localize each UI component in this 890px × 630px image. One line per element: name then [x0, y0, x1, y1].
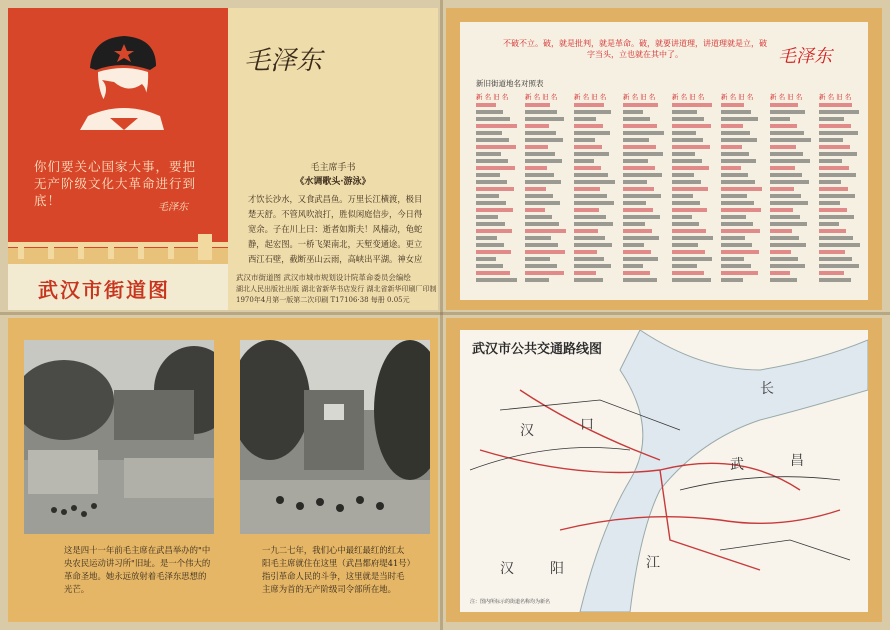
- place-label-jiang: 江: [646, 555, 660, 571]
- bridge-illustration: [8, 228, 228, 264]
- index-entry: [476, 131, 502, 135]
- index-entry: [770, 278, 797, 282]
- fold-line-horizontal: [0, 312, 890, 315]
- index-entry: [672, 222, 699, 226]
- index-entry: [476, 278, 517, 282]
- index-entry: [525, 243, 558, 247]
- index-entry: [476, 243, 504, 247]
- index-entry: [476, 152, 501, 156]
- index-entry: [476, 138, 509, 142]
- index-entry: [525, 117, 564, 121]
- index-entry: [672, 110, 697, 114]
- index-entry: [819, 138, 843, 142]
- index-entry: [672, 180, 701, 184]
- index-entry: [672, 103, 712, 107]
- index-heading: 新旧街道地名对照表: [476, 79, 544, 88]
- index-entry: [819, 124, 851, 128]
- index-entry: [623, 278, 657, 282]
- index-entry: [525, 215, 552, 219]
- index-entry: [476, 103, 496, 107]
- index-entry: [574, 236, 605, 240]
- index-entry: [770, 173, 802, 177]
- index-quote: 不破不立。破，就是批判，就是革命。破，就要讲道理，讲道理就是立，破字当头，立也就在其中了。: [503, 39, 767, 59]
- index-entry: [819, 103, 852, 107]
- index-entry: [623, 159, 648, 163]
- index-entry: [623, 250, 651, 254]
- index-entry: [721, 187, 762, 191]
- fold-line-vertical: [440, 0, 443, 630]
- index-entry: [476, 166, 515, 170]
- map-footnote: 注：图内所标示的街道名称均为新名: [470, 599, 551, 605]
- index-entry: [819, 173, 856, 177]
- index-entry: [525, 159, 562, 163]
- index-entry: [525, 257, 550, 261]
- slogan-signature: 毛泽东: [158, 202, 188, 213]
- index-entry: [770, 229, 792, 233]
- index-entry: [574, 180, 615, 184]
- index-entry: [623, 138, 649, 142]
- index-entry: [770, 208, 793, 212]
- index-entry: [574, 110, 611, 114]
- index-entry: [672, 145, 710, 149]
- index-entry: [819, 271, 844, 275]
- index-entry: [770, 131, 804, 135]
- index-entry: [476, 145, 516, 149]
- place-label-kou: 口: [580, 417, 594, 433]
- index-entry: [574, 103, 604, 107]
- index-entry: [525, 278, 549, 282]
- place-label-yang: 阳: [550, 561, 564, 577]
- index-entry: [672, 264, 697, 268]
- publisher-info: [228, 264, 438, 310]
- index-entry: [476, 271, 510, 275]
- index-entry: [476, 110, 503, 114]
- index-entry: [770, 236, 799, 240]
- index-column-header: 新 名 旧 名: [476, 93, 509, 101]
- place-label-wu: 武: [730, 457, 744, 473]
- index-entry: [623, 194, 661, 198]
- cover-title-band: [8, 264, 228, 310]
- index-entry: [672, 166, 709, 170]
- photo-caption-2: 一九二七年，我们心中最红最红的红太阳毛主席就住在这里（武昌都府堤41号）指引革命人民的斗争，这里就是当时毛主席为首的无产阶级司令部所在地。: [262, 545, 411, 594]
- index-entry: [819, 264, 859, 268]
- index-entry: [672, 229, 706, 233]
- index-entry: [672, 215, 692, 219]
- publisher-line-2: 湖北人民出版社出版 湖北省新华书店发行 湖北省新华印刷厂印制: [236, 285, 436, 293]
- place-label-han-2: 汉: [500, 561, 514, 577]
- index-entry: [819, 159, 842, 163]
- index-entry: [819, 229, 846, 233]
- index-entry: [623, 145, 656, 149]
- transit-map-drawing: [460, 330, 868, 612]
- index-entry: [476, 222, 505, 226]
- index-entry: [770, 180, 809, 184]
- index-entry: [819, 187, 848, 191]
- index-entry: [623, 271, 650, 275]
- index-entry: [574, 117, 596, 121]
- index-entry: [770, 215, 800, 219]
- index-entry: [770, 145, 796, 149]
- index-entry: [476, 187, 514, 191]
- index-entry: [819, 117, 844, 121]
- index-entry: [672, 208, 707, 212]
- index-entry: [721, 110, 751, 114]
- index-entry: [525, 131, 556, 135]
- index-entry: [574, 264, 611, 268]
- index-entry: [770, 250, 791, 254]
- index-entry: [721, 208, 761, 212]
- index-entry: [623, 257, 658, 261]
- index-entry: [770, 257, 798, 261]
- street-index-sheet: [460, 22, 868, 300]
- index-entry: [819, 236, 853, 240]
- index-entry: [525, 152, 555, 156]
- index-column: [525, 92, 571, 285]
- index-entry: [525, 103, 550, 107]
- index-entry: [721, 243, 752, 247]
- cover-panel: [8, 8, 228, 264]
- index-entry: [476, 173, 500, 177]
- index-entry: [623, 264, 643, 268]
- index-entry: [574, 278, 603, 282]
- index-entry: [476, 117, 510, 121]
- index-entry: [623, 110, 643, 114]
- index-column-header: 新 名 旧 名: [721, 93, 754, 101]
- index-entry: [721, 103, 744, 107]
- index-column: [721, 92, 767, 285]
- index-entry: [721, 215, 746, 219]
- index-entry: [525, 250, 565, 254]
- index-entry: [721, 173, 748, 177]
- index-entry: [623, 166, 655, 170]
- index-entry: [770, 124, 797, 128]
- index-entry: [721, 131, 750, 135]
- index-entry: [770, 117, 790, 121]
- index-entry: [623, 208, 653, 212]
- photo-peasant-institute: [24, 340, 214, 534]
- index-entry: [623, 229, 652, 233]
- photo-panel: [8, 318, 438, 622]
- index-entry: [770, 110, 805, 114]
- index-entry: [819, 222, 839, 226]
- index-entry: [770, 138, 811, 142]
- index-entry: [574, 159, 594, 163]
- poem-title: 《水调歌头·游泳》: [295, 177, 371, 187]
- index-entry: [819, 201, 840, 205]
- index-entry: [721, 124, 743, 128]
- poem-text: 才饮长沙水，又食武昌鱼。万里长江横渡，极目楚天舒。不管风吹浪打，胜似闲庭信步，今日得宽余。子在川上曰：逝者如斯夫！风樯动，龟蛇静，起宏图。一桥飞架南北，天堑变通途。更立西江石壁，截断巫山云雨，高峡出平湖。神女应: [248, 194, 423, 264]
- index-entry: [819, 257, 852, 261]
- index-column: [574, 92, 620, 285]
- index-entry: [819, 110, 859, 114]
- index-column-header: 新 名 旧 名: [672, 93, 705, 101]
- index-entry: [721, 145, 742, 149]
- index-entry: [770, 243, 806, 247]
- index-entry: [770, 271, 790, 275]
- index-entry: [721, 236, 745, 240]
- index-entry: [672, 201, 700, 205]
- index-entry: [721, 117, 758, 121]
- index-entry: [525, 173, 554, 177]
- photo-caption-1: 这是四十一年前毛主席在武昌举办的"中央农民运动讲习所"旧址。是一个伟大的革命圣地。她永远放射着毛泽东思想的光芒。: [64, 545, 211, 594]
- photo-headquarters: [240, 340, 430, 534]
- index-entry: [574, 131, 610, 135]
- index-entry: [672, 278, 711, 282]
- index-entry: [721, 257, 744, 261]
- index-column: [770, 92, 816, 285]
- index-entry: [476, 215, 498, 219]
- index-entry: [672, 159, 702, 163]
- index-entry: [819, 131, 858, 135]
- index-entry: [525, 229, 566, 233]
- index-entry: [623, 124, 657, 128]
- index-column: [672, 92, 718, 285]
- index-entry: [819, 166, 849, 170]
- index-entry: [574, 201, 614, 205]
- cover-map-title: 武汉市街道图: [38, 278, 170, 302]
- index-entry: [623, 117, 650, 121]
- index-entry: [672, 187, 708, 191]
- poem-panel: [228, 8, 438, 264]
- index-entry: [574, 152, 609, 156]
- index-entry: [623, 152, 663, 156]
- index-entry: [623, 131, 664, 135]
- index-entry: [476, 159, 508, 163]
- index-entry: [623, 180, 647, 184]
- index-entry: [770, 166, 795, 170]
- index-entry: [476, 236, 497, 240]
- index-entry: [525, 201, 560, 205]
- index-entry: [721, 194, 747, 198]
- index-entry: [819, 194, 855, 198]
- index-entry: [476, 194, 499, 198]
- index-entry: [770, 201, 808, 205]
- index-entry: [574, 229, 598, 233]
- index-entry: [476, 208, 513, 212]
- index-entry: [672, 236, 713, 240]
- index-entry: [574, 187, 600, 191]
- index-entry: [672, 131, 696, 135]
- index-entry: [721, 138, 757, 142]
- index-entry: [574, 194, 607, 198]
- index-entry: [574, 215, 606, 219]
- index-entry: [623, 201, 646, 205]
- index-entry: [476, 124, 517, 128]
- index-entry: [574, 271, 596, 275]
- index-entry: [476, 229, 512, 233]
- index-entry: [525, 166, 547, 170]
- calligraphy: 毛泽东: [244, 46, 323, 76]
- index-entry: [574, 257, 604, 261]
- index-entry: [672, 117, 704, 121]
- index-entry: [623, 215, 660, 219]
- index-entry: [574, 138, 595, 142]
- index-entry: [525, 271, 564, 275]
- transit-map: [460, 330, 868, 612]
- index-entry: [525, 124, 549, 128]
- index-entry: [476, 250, 511, 254]
- street-index-panel: [446, 8, 882, 310]
- index-entry: [721, 152, 749, 156]
- index-entry: [623, 103, 658, 107]
- index-entry: [672, 152, 695, 156]
- index-entry: [672, 250, 705, 254]
- index-entry: [770, 194, 801, 198]
- index-column: [476, 92, 522, 285]
- index-entry: [623, 243, 644, 247]
- index-entry: [623, 173, 662, 177]
- index-entry: [672, 194, 693, 198]
- index-entry: [623, 222, 645, 226]
- index-entry: [476, 201, 506, 205]
- index-entry: [574, 145, 602, 149]
- index-entry: [574, 243, 612, 247]
- index-entry: [819, 250, 845, 254]
- index-entry: [574, 208, 599, 212]
- index-entry: [819, 278, 851, 282]
- index-entry: [721, 159, 756, 163]
- index-entry: [721, 180, 755, 184]
- index-column-header: 新 名 旧 名: [770, 93, 803, 101]
- index-entry: [672, 124, 711, 128]
- index-entry: [721, 229, 760, 233]
- index-entry: [770, 222, 807, 226]
- index-entry: [525, 236, 551, 240]
- index-entry: [819, 180, 841, 184]
- index-signature: 毛泽东: [778, 46, 832, 67]
- index-entry: [721, 166, 741, 170]
- publisher-line-1: 武汉市街道图 武汉市城市规划设计院革命委员会编绘: [236, 273, 411, 282]
- index-column-header: 新 名 旧 名: [525, 93, 558, 101]
- portrait-icon: [80, 30, 164, 130]
- index-entry: [525, 145, 548, 149]
- index-entry: [672, 173, 694, 177]
- index-entry: [672, 243, 698, 247]
- index-entry: [672, 271, 704, 275]
- index-column: [623, 92, 669, 285]
- index-entry: [721, 278, 743, 282]
- transit-map-panel: [446, 318, 882, 622]
- index-entry: [476, 180, 507, 184]
- index-entry: [819, 215, 854, 219]
- publisher-line-3: 1970年4月第一版第二次印刷 T17106·38 每册 0.05元: [236, 296, 410, 304]
- index-entry: [819, 152, 857, 156]
- place-label-chang-2: 昌: [790, 453, 804, 469]
- index-entry: [721, 250, 759, 254]
- index-entry: [574, 250, 597, 254]
- index-entry: [525, 194, 553, 198]
- index-entry: [770, 103, 798, 107]
- index-column-header: 新 名 旧 名: [819, 93, 852, 101]
- index-entry: [574, 222, 613, 226]
- place-label-chang: 长: [760, 381, 774, 397]
- index-entry: [525, 110, 557, 114]
- place-label-han-1: 汉: [520, 423, 534, 439]
- index-entry: [525, 180, 561, 184]
- index-entry: [770, 159, 810, 163]
- index-entry: [770, 187, 794, 191]
- index-entry: [574, 124, 603, 128]
- index-entry: [672, 138, 703, 142]
- index-entry: [672, 257, 712, 261]
- index-entry: [819, 145, 850, 149]
- index-entry: [525, 208, 545, 212]
- index-entry: [623, 236, 659, 240]
- index-entry: [819, 243, 860, 247]
- index-entry: [819, 208, 847, 212]
- index-entry: [721, 201, 754, 205]
- index-entry: [525, 264, 557, 268]
- poem-heading: 毛主席手书: [310, 163, 356, 173]
- index-column-header: 新 名 旧 名: [623, 93, 656, 101]
- index-entry: [721, 222, 753, 226]
- index-entry: [623, 187, 654, 191]
- index-entry: [770, 264, 805, 268]
- transit-map-title: 武汉市公共交通路线图: [472, 342, 603, 357]
- index-entry: [476, 264, 503, 268]
- index-entry: [770, 152, 803, 156]
- index-entry: [525, 187, 546, 191]
- index-entry: [721, 271, 758, 275]
- cover-slogan: 你们要关心国家大事，要把无产阶级文化大革命进行到底！: [34, 159, 197, 208]
- index-entry: [574, 166, 601, 170]
- index-entry: [721, 264, 751, 268]
- index-column: [819, 92, 865, 285]
- index-entry: [525, 222, 559, 226]
- index-column-header: 新 名 旧 名: [574, 93, 607, 101]
- index-entry: [525, 138, 563, 142]
- index-entry: [476, 257, 496, 261]
- index-entry: [574, 173, 608, 177]
